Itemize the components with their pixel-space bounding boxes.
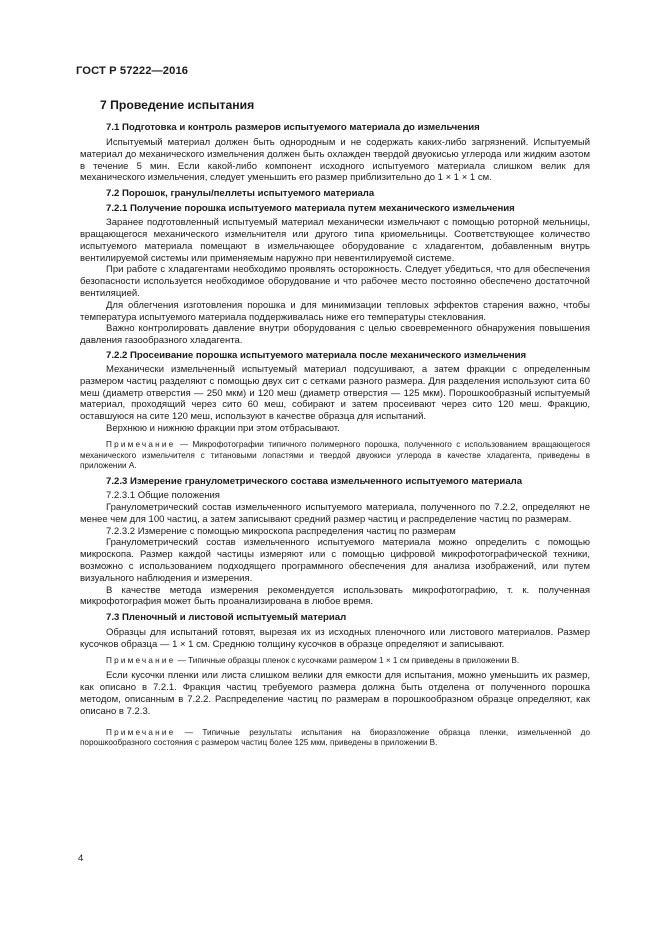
section-7-3-note-2 (80, 728, 590, 750)
note-label: Примечание (106, 439, 176, 449)
section-7-2-title: 7.2 Порошок, гранулы/пеллеты испытуемого материала (106, 188, 375, 200)
note-text: — Микрофотографии типичного полимерного порошка, полученного с использованием вращающегося механического измельчителя с титановыми лопастями и твердой двуокиси углерода в качестве хладагента, приведены в приложении А. (80, 439, 590, 471)
section-7-2-1-title: 7.2.1 Получение порошка испытуемого материала путем механического измельчения (106, 203, 515, 215)
document-body (80, 92, 590, 753)
section-7-2-3-1-title: 7.2.3.1 Общие положения (106, 490, 220, 502)
document-header: ГОСТ Р 57222—2016 (76, 65, 189, 77)
section-7-2-2-title: 7.2.2 Просеивание порошка испытуемого материала после механического измельчения (106, 349, 527, 361)
section-7-2-3-1-paragraph: Гранулометрический состав измельченного испытуемого материала, полученного по 7.2.2, определяют не менее чем для 100 частиц, а затем записывают средний размер частиц и распределение частиц по размерам. (80, 501, 590, 525)
note-text: — Типичные результаты испытания на биоразложение образца пленки, измельченной до порошкообразного состояния с размером частиц более 125 мкм, приведены в приложении В. (80, 727, 590, 748)
section-7-3-title: 7.3 Пленочный и листовой испытуемый материал (106, 612, 347, 624)
section-7-3-paragraph-2: Если кусочки пленки или листа слишком велики для емкости для испытания, можно уменьшить их размер, как описано в 7.2.1. Фракция частиц требуемого размера должна быть отделена от полученного порошка методом, описанным в 7.2.2. Распределение частиц по размерам в порошкообразном образце определяют, как описано в 7.2.3. (80, 670, 590, 717)
section-7-2-3-2-paragraph-2: В качестве метода измерения рекомендуется использовать микрофотографию, т. к. полученная микрофотография может быть проанализирована в любое время. (80, 584, 590, 608)
section-7-2-2-paragraph-1: Механически измельченный испытуемый материал подсушивают, а затем фракции с определенным размером частиц разделяют с помощью двух сит с сетками разного размера. Для разделения используют сита 60 меш (диаметр отверстия — 250 мкм) и 120 меш (диаметр отверстия — 125 мкм). Порошкообразный испытуемый материал, проходящий через сито 60 меш, собирают и затем просеивают через сито 120 меш. Фракцию, оставшуюся на сите 120 меш, используют в качестве образца для испытаний. (80, 363, 590, 423)
section-7-1-title: 7.1 Подготовка и контроль размеров испытуемого материала до измельчения (106, 122, 480, 133)
section-7-3-note-1 (80, 656, 590, 667)
note-text: — Типичные образцы пленок с кусочками размером 1 × 1 см приведены в приложении В. (175, 655, 520, 665)
section-7-2-2-note (80, 440, 590, 472)
page-number: 4 (78, 853, 84, 864)
section-7-2-2-paragraph-2: Верхнюю и нижнюю фракции при этом отбрасывают. (106, 422, 340, 434)
section-7-3-paragraph-1: Образцы для испытаний готовят, вырезая их из исходных пленочного или листового материалов. Размер кусочков образца — 1 × 1 см. Среднюю толщину кусочков в образце определяют и записывают. (80, 627, 590, 650)
note-label: Примечание (106, 655, 176, 665)
section-7-2-1-paragraph-4: Важно контролировать давление внутри оборудования с целью своевременного обнаружения повышения давления газообразного хладагента. (80, 323, 590, 347)
section-7-2-1-paragraph-2: При работе с хладагентами необходимо проявлять осторожность. Следует убедиться, что для обеспечения безопасности используется необходимое оборудование и что рабочее место постоянно обеспечено достаточной вентиляцией. (80, 264, 590, 299)
section-7-2-3-2-title: 7.2.3.2 Измерение с помощью микроскопа распределения частиц по размерам (106, 525, 456, 537)
section-7-2-3-title: 7.2.3 Измерение гранулометрического состава измельченного испытуемого материала (106, 476, 523, 488)
section-7-2-3-2-paragraph-1: Гранулометрический состав измельченного испытуемого материала можно определить с помощью микроскопа. Размер каждой частицы измеряют или с помощью цифровой микрофотографической техники, возможно с использованием подходящего программного обеспечения для анализа изображений, или путем визуального наблюдения и измерения. (80, 537, 590, 584)
section-7-1-paragraph: Испытуемый материал должен быть однородным и не содержать каких-либо загрязнений. Испытуемый материал до механического измельчения должен быть охлажден твердой двуокисью углерода или жидким азотом в течение 5 мин. Если какой-либо компонент исходного испытуемого материала слишком велик для механического измельчения, следует уменьшить его размер приблизительно до 1 × 1 × 1 см. (80, 137, 590, 184)
section-7-2-1-paragraph-1: Заранее подготовленный испытуемый материал механически измельчают с помощью роторной мельницы, вращающегося механического измельчителя или другого типа криомельницы. Соответствующее количество испытуемого материала помещают в измельчающее оборудование с хладагентом, добавленным внутрь вентилируемой системы или применяемым наружно при невентилируемой системе. (80, 217, 590, 264)
section-7-title: 7 Проведение испытания (100, 98, 255, 112)
note-label: Примечание (106, 727, 176, 737)
section-7-2-1-paragraph-3: Для облегчения изготовления порошка и для минимизации тепловых эффектов старения важно, чтобы температура испытуемого материала поддерживалась ниже его температуры стеклования. (80, 299, 590, 323)
